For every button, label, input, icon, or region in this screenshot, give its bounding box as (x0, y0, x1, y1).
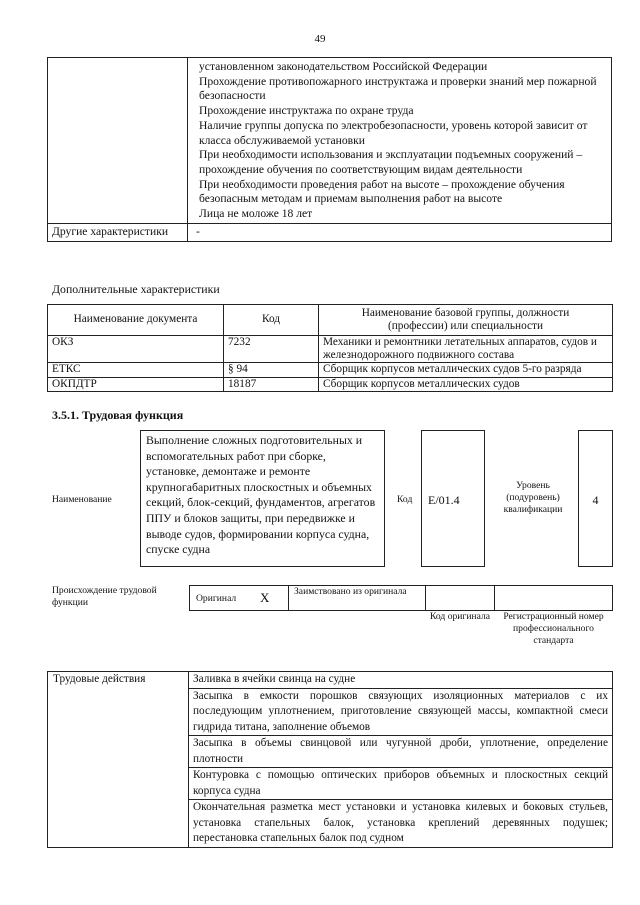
table-row (48, 58, 612, 224)
table-row (48, 336, 613, 363)
code-label: Код (397, 494, 413, 505)
requirement-line: При необходимости проведения работ на высоте – прохождение обучения безопасным методам и приемам выполнения работ на высоте (199, 177, 565, 206)
labor-function-name: Выполнение сложных подготовительных и вспомогательных работ при сборке, установке, демонтаже и ремонте крупногабаритных плоскостных и объемных секций, блок-секций, фундаментов, агрегатов ППУ и блоков защиты, при передвижке и выводе судов, формировании корпуса судна, спуске судна (140, 430, 385, 567)
code-value: E/01.4 (428, 493, 460, 507)
table-cell: ЕТКС (48, 363, 224, 377)
table-cell: 7232 (224, 336, 319, 363)
labor-action-cell (189, 800, 613, 848)
original-label: Оригинал (196, 593, 237, 604)
requirement-line: Прохождение противопожарного инструктажа и проверки знаний мер пожарной безопасности (199, 74, 597, 103)
labor-action: Заливка в ячейки свинца на судне (193, 673, 356, 685)
original-cell (189, 585, 289, 611)
column-header: Наименование документа (48, 305, 224, 336)
labor-action: Засыпка в емкости порошков связующих изоляционных материалов с их последующим уплотнением, приготовление связующей массы, компактной смеси гидрида титана, заполнение объемов (193, 689, 608, 733)
table-cell: 18187 (224, 377, 319, 391)
qualification-level-label: Уровень (подуровень) квалификации (503, 480, 563, 515)
table-row (48, 223, 612, 242)
table-row (48, 363, 613, 377)
page-number: 49 (314, 33, 326, 45)
labor-action-cell (189, 768, 613, 800)
origin-code-cell (425, 585, 495, 611)
level-value: 4 (592, 493, 599, 507)
labor-action-cell (189, 672, 613, 689)
table-row (48, 377, 613, 391)
labor-action: Окончательная разметка мест установки и установка килевых и боковых стульев, установка стапельных балок, установка креплений деревянных подушек; перестановка стапельных балок под судном (193, 801, 608, 844)
table-cell: § 94 (224, 363, 319, 377)
requirement-line: Лица не моложе 18 лет (199, 207, 313, 221)
registration-number-label: Регистрационный номер профессионального стандарта (503, 611, 604, 646)
requirement-line: Наличие группы допуска по электробезопасности, уровень которой зависит от класса обслуживаемой установки (199, 118, 588, 147)
labor-actions-table (47, 671, 613, 848)
table-cell: Сборщик корпусов металлических судов 5-го разряда (319, 363, 613, 377)
level-box (578, 430, 613, 567)
borrowed-label: Заимствовано из оригинала (294, 586, 407, 597)
origin-code-label: Код оригинала (429, 611, 491, 622)
name-label: Наименование (52, 494, 112, 505)
original-mark: X (260, 590, 270, 605)
labor-function-title: 3.5.1. Трудовая функция (52, 408, 184, 422)
other-characteristics-label: Другие характеристики (48, 223, 188, 242)
requirement-line: При необходимости использования и эксплуатации подъемных сооружений – прохождение обучения по соответствующим видам деятельности (199, 148, 583, 176)
table-cell: ОКЗ (48, 336, 224, 363)
code-box (421, 430, 485, 567)
registration-number-cell (494, 585, 613, 611)
table-cell: Механики и ремонтники летательных аппаратов, судов и железнодорожного подвижного состава (319, 336, 613, 363)
table-row (48, 672, 613, 689)
table-cell: ОКПДТР (48, 377, 224, 391)
origin-label: Происхождение трудовой функции (52, 585, 157, 608)
additional-characteristics-heading: Дополнительные характеристики (52, 282, 220, 296)
table-cell: Сборщик корпусов металлических судов (319, 377, 613, 391)
labor-actions-label: Трудовые действия (48, 672, 189, 848)
requirements-label-cell (48, 58, 188, 224)
labor-action: Контуровка с помощью оптических приборов объемных и плоскостных секций корпуса судна (193, 769, 608, 797)
labor-action-cell (189, 688, 613, 736)
requirement-line: Прохождение инструктажа по охране труда (199, 104, 414, 118)
other-characteristics-value: - (188, 223, 612, 242)
table-header-row (48, 305, 613, 336)
requirement-line: установленном законодательством Российской Федерации (199, 60, 488, 73)
borrowed-cell (288, 585, 426, 611)
labor-action-cell (189, 736, 613, 768)
labor-action: Засыпка в объемы свинцовой или чугунной дроби, уплотнение, определение плотности (193, 737, 608, 765)
column-header: Наименование базовой группы, должности (профессии) или специальности (319, 305, 613, 336)
additional-characteristics-table (47, 304, 613, 392)
requirements-table (47, 57, 612, 242)
column-header: Код (224, 305, 319, 336)
requirements-cell (188, 58, 612, 224)
